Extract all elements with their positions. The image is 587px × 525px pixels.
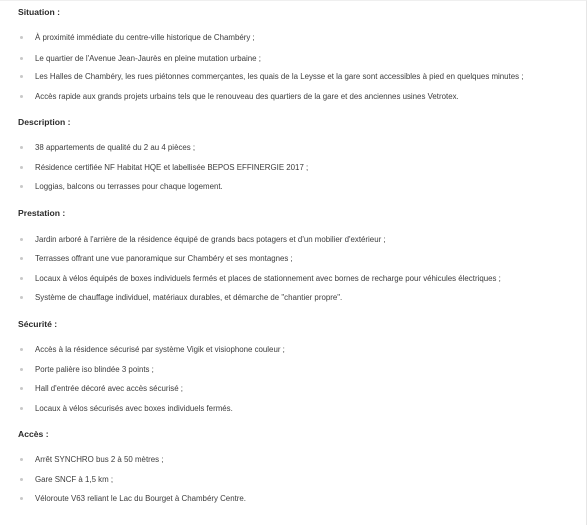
- bullet-icon: [20, 238, 23, 241]
- list-item: [0, 403, 233, 414]
- list-item: [0, 32, 255, 43]
- section-prestation: [0, 207, 65, 219]
- bullet-icon: [20, 57, 23, 60]
- list-item-text: Le quartier de l'Avenue Jean-Jaurès en pleine mutation urbaine ;: [35, 54, 261, 63]
- list-item-text: Accès rapide aux grands projets urbains tels que le renouveau des quartiers de la gare et des anciennes usines Vetrotex.: [35, 92, 459, 101]
- bullet-icon: [20, 497, 23, 500]
- list-item: [0, 364, 154, 375]
- list-item-text: Les Halles de Chambéry, les rues piétonnes commerçantes, les quais de la Leysse et la gare sont accessibles à pied en quelques minutes ;: [35, 72, 524, 81]
- list-item: [0, 71, 523, 82]
- list-item-text: Jardin arboré à l'arrière de la résidence équipé de grands bacs potagers et d'un mobilier d'extérieur ;: [35, 235, 386, 244]
- list-item: [0, 493, 246, 504]
- list-item-text: Locaux à vélos sécurisés avec boxes individuels fermés.: [35, 404, 233, 413]
- list-item-text: Système de chauffage individuel, matériaux durables, et démarche de "chantier propre".: [35, 293, 343, 302]
- list-item: [0, 142, 195, 153]
- bullet-icon: [20, 368, 23, 371]
- list-item: [0, 234, 386, 245]
- bullet-icon: [20, 185, 23, 188]
- section-title: Description :: [18, 117, 71, 127]
- section-title: Situation :: [18, 7, 61, 17]
- list-item: [0, 292, 342, 303]
- section-situation: [0, 6, 60, 18]
- bullet-icon: [20, 277, 23, 280]
- bullet-icon: [20, 75, 23, 78]
- section-securite: [0, 318, 57, 330]
- bullet-icon: [20, 387, 23, 390]
- list-item-text: Résidence certifiée NF Habitat HQE et labellisée BEPOS EFFINERGIE 2017 ;: [35, 163, 309, 172]
- list-item-text: Locaux à vélos équipés de boxes individuels fermés et places de stationnement avec bornes de recharge pour véhicules électriques ;: [35, 274, 501, 283]
- list-item: [0, 91, 459, 102]
- bullet-icon: [20, 257, 23, 260]
- bullet-icon: [20, 348, 23, 351]
- list-item: [0, 162, 308, 173]
- bullet-icon: [20, 36, 23, 39]
- list-item-text: Arrêt SYNCHRO bus 2 à 50 mètres ;: [35, 455, 164, 464]
- list-item-text: Véloroute V63 reliant le Lac du Bourget à Chambéry Centre.: [35, 494, 246, 503]
- bullet-icon: [20, 478, 23, 481]
- section-title: Prestation :: [18, 208, 66, 218]
- list-item-text: Gare SNCF à 1,5 km ;: [35, 475, 114, 484]
- list-item: [0, 253, 293, 264]
- list-item: [0, 273, 501, 284]
- section-acces: [0, 428, 49, 440]
- list-item: [0, 181, 223, 192]
- list-item-text: 38 appartements de qualité du 2 au 4 pièces ;: [35, 143, 196, 152]
- list-item-text: Terrasses offrant une vue panoramique sur Chambéry et ses montagnes ;: [35, 254, 293, 263]
- list-item: [0, 454, 164, 465]
- bullet-icon: [20, 458, 23, 461]
- list-item: [0, 474, 113, 485]
- list-item: [0, 344, 285, 355]
- bullet-icon: [20, 296, 23, 299]
- bullet-icon: [20, 146, 23, 149]
- list-item-text: Porte palière iso blindée 3 points ;: [35, 365, 154, 374]
- list-item-text: Hall d'entrée décoré avec accès sécurisé ;: [35, 384, 183, 393]
- section-description: [0, 116, 71, 128]
- list-item: [0, 383, 183, 394]
- list-item-text: Accès à la résidence sécurisé par système Vigik et visiophone couleur ;: [35, 345, 285, 354]
- bullet-icon: [20, 95, 23, 98]
- list-item-text: Loggias, balcons ou terrasses pour chaque logement.: [35, 182, 223, 191]
- list-item-text: À proximité immédiate du centre-ville historique de Chambéry ;: [35, 33, 255, 42]
- list-item: [0, 53, 261, 64]
- bullet-icon: [20, 407, 23, 410]
- section-title: Sécurité :: [18, 319, 58, 329]
- section-title: Accès :: [18, 429, 49, 439]
- bullet-icon: [20, 166, 23, 169]
